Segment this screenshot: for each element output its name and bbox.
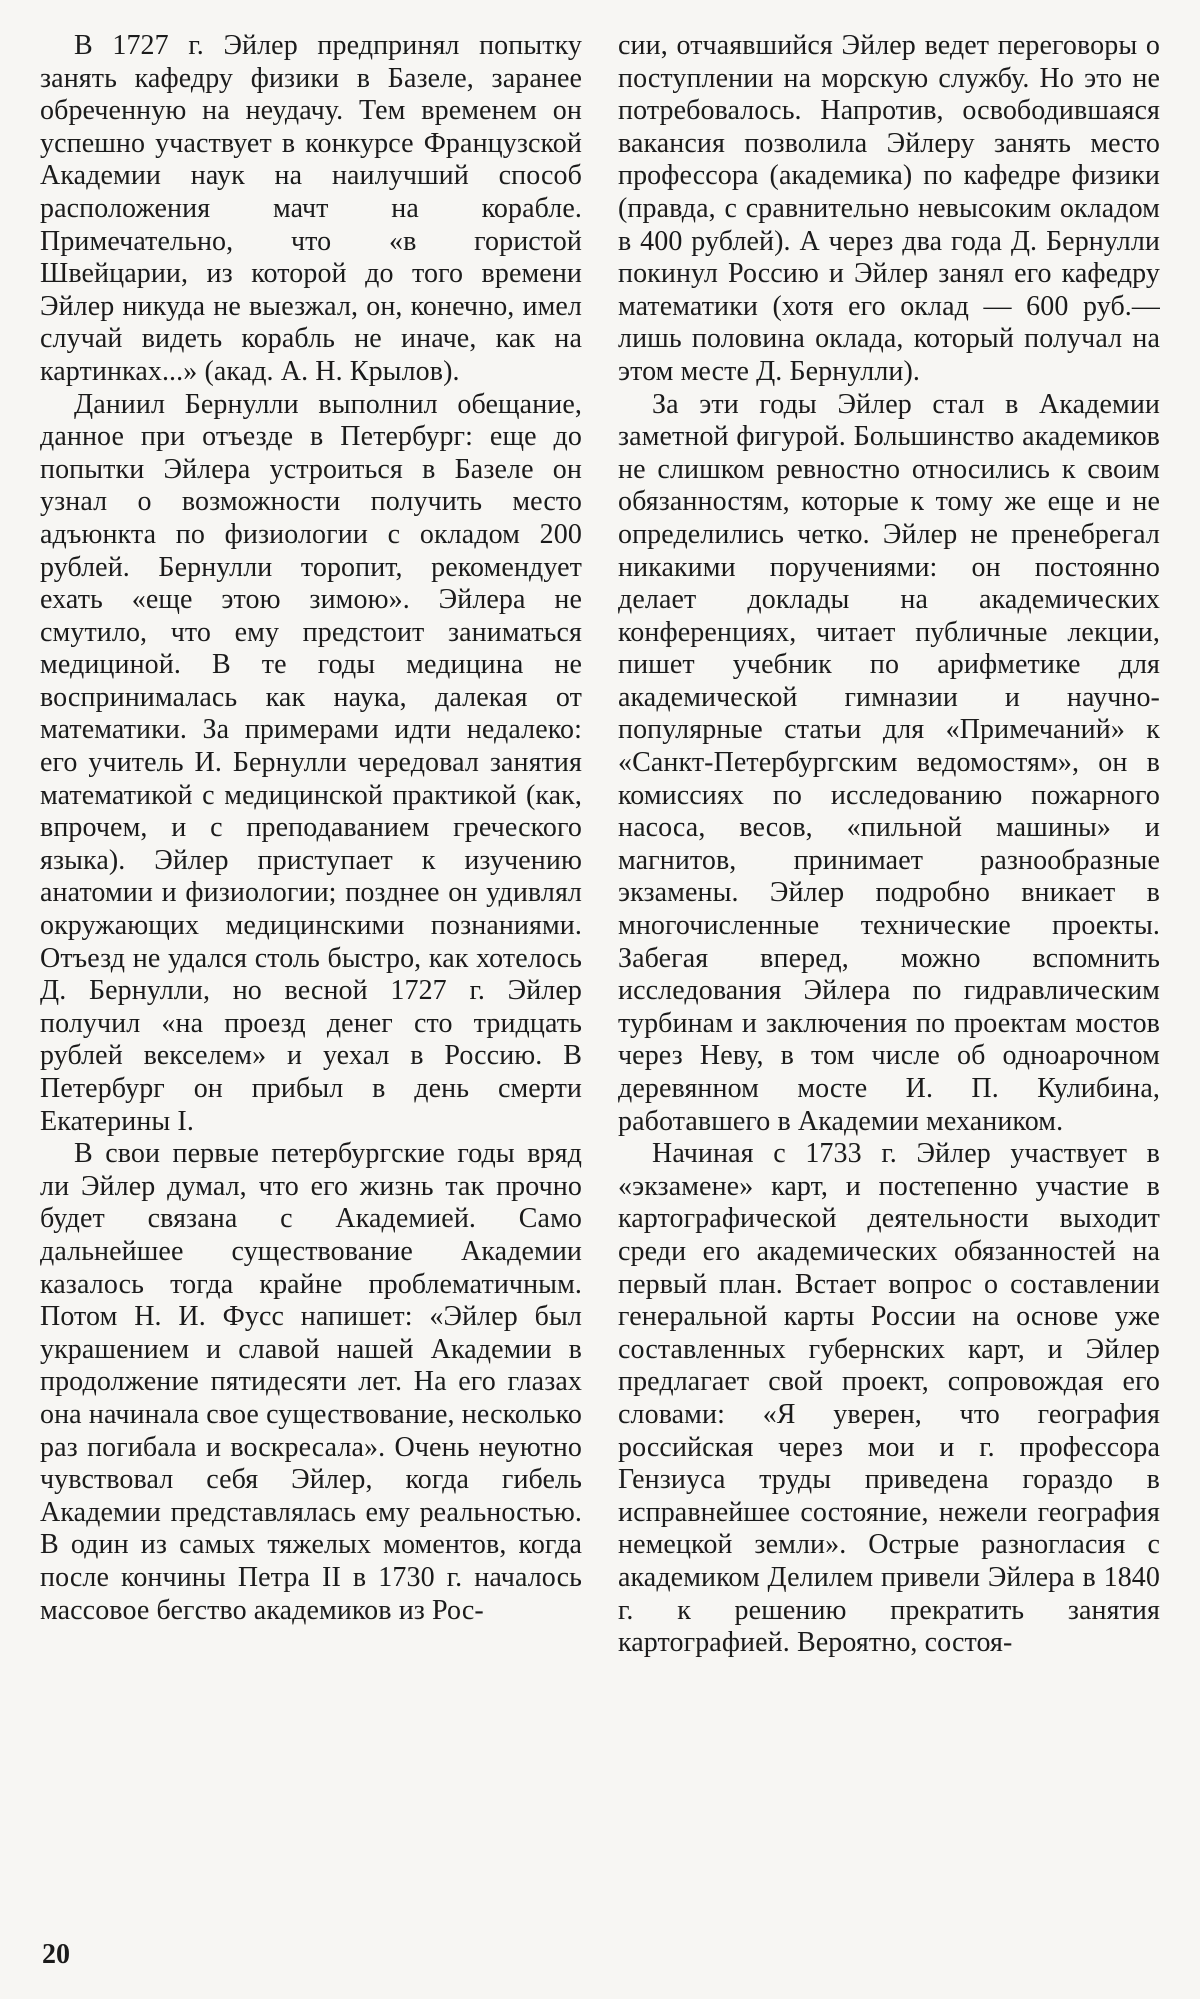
paragraph-left-2: Даниил Бернулли выполнил обещание, данное при отъезде в Петербург: еще до попытки Эйлера устроиться в Базеле он узнал о возможности получить место адъюнкта по физиологии с окладом 200 рублей. Бернулли торопит, рекомендует ехать «еще этою зимою». Эйлера не смутило, что ему предстоит заниматься медициной. В те годы медицина не воспринималась как наука, далекая от математики. За примерами идти недалеко: его учитель И. Бернулли чередовал занятия математикой с медицинской практикой (как, впрочем, и с преподаванием греческого языка). Эйлер приступает к изучению анатомии и физиологии; позднее он удивлял окружающих медицинскими познаниями. Отъезд не удался столь быстро, как хотелось Д. Бернулли, но весной 1727 г. Эйлер получил «на проезд денег сто тридцать рублей векселем» и уехал в Россию. В Петербург он прибыл в день смерти Екатерины I.: [40, 388, 582, 1137]
paragraph-left-1: В 1727 г. Эйлер предпринял попытку занять кафедру физики в Базеле, заранее обреченную на неудачу. Тем временем он успешно участвует в конкурсе Французской Академии наук на наилучший способ расположения мачт на корабле. Примечательно, что «в гористой Швейцарии, из которой до того времени Эйлер никуда не выезжал, он, конечно, имел случай видеть корабль не иначе, как на картинках...» (акад. А. Н. Крылов).: [40, 30, 582, 387]
paragraph-left-3: В свои первые петербургские годы вряд ли Эйлер думал, что его жизнь так прочно будет связана с Академией. Само дальнейшее существование Академии казалось тогда крайне проблематичным. Потом Н. И. Фусс напишет: «Эйлер был украшением и славой нашей Академии в продолжение пятидесяти лет. На его глазах она начинала свое существование, несколько раз погибала и воскресала». Очень неуютно чувствовал себя Эйлер, когда гибель Академии представлялась ему реальностью. В один из самых тяжелых моментов, когда после кончины Петра II в 1730 г. началось массовое бегство академиков из Рос-: [40, 1138, 582, 1626]
paragraph-right-2: За эти годы Эйлер стал в Академии заметной фигурой. Большинство академиков не слишком ревностно относились к своим обязанностям, которые к тому же еще и не определились четко. Эйлер не пренебрегал никакими поручениями: он постоянно делает доклады на академических конференциях, читает публичные лекции, пишет учебник по арифметике для академической гимназии и научно-популярные статьи для «Примечаний» к «Санкт-Петербургским ведомостям», он в комиссиях по исследованию пожарного насоса, весов, «пильной машины» и магнитов, принимает разнообразные экзамены. Эйлер подробно вникает в многочисленные технические проекты. Забегая вперед, можно вспомнить исследования Эйлера по гидравлическим турбинам и заключения по проектам мостов через Неву, в том числе об одноарочном деревянном мосте И. П. Кулибина, работавшего в Академии механиком.: [618, 388, 1160, 1137]
right-column: [618, 30, 1160, 1870]
paragraph-right-1: сии, отчаявшийся Эйлер ведет переговоры о поступлении на морскую службу. Но это не потребовалось. Напротив, освободившаяся вакансия позволила Эйлеру занять место профессора (академика) по кафедре физики (правда, с сравнительно невысоким окладом в 400 рублей). А через два года Д. Бернулли покинул Россию и Эйлер занял его кафедру математики (хотя его оклад — 600 руб.— лишь половина оклада, который получал на этом месте Д. Бернулли).: [618, 30, 1160, 387]
page-number: 20: [42, 1939, 70, 1970]
left-column: [40, 30, 582, 1870]
paragraph-right-3: Начиная с 1733 г. Эйлер участвует в «экзамене» карт, и постепенно участие в картографической деятельности выходит среди его академических обязанностей на первый план. Встает вопрос о составлении генеральной карты России на основе уже составленных губернских карт, и Эйлер предлагает свой проект, сопровождая его словами: «Я уверен, что география российская через мои и г. профессора Гензиуса труды приведена гораздо в исправнейшее состояние, нежели география немецкой земли». Острые разногласия с академиком Делилем привели Эйлера в 1840 г. к решению прекратить занятия картографией. Вероятно, состоя-: [618, 1138, 1160, 1659]
